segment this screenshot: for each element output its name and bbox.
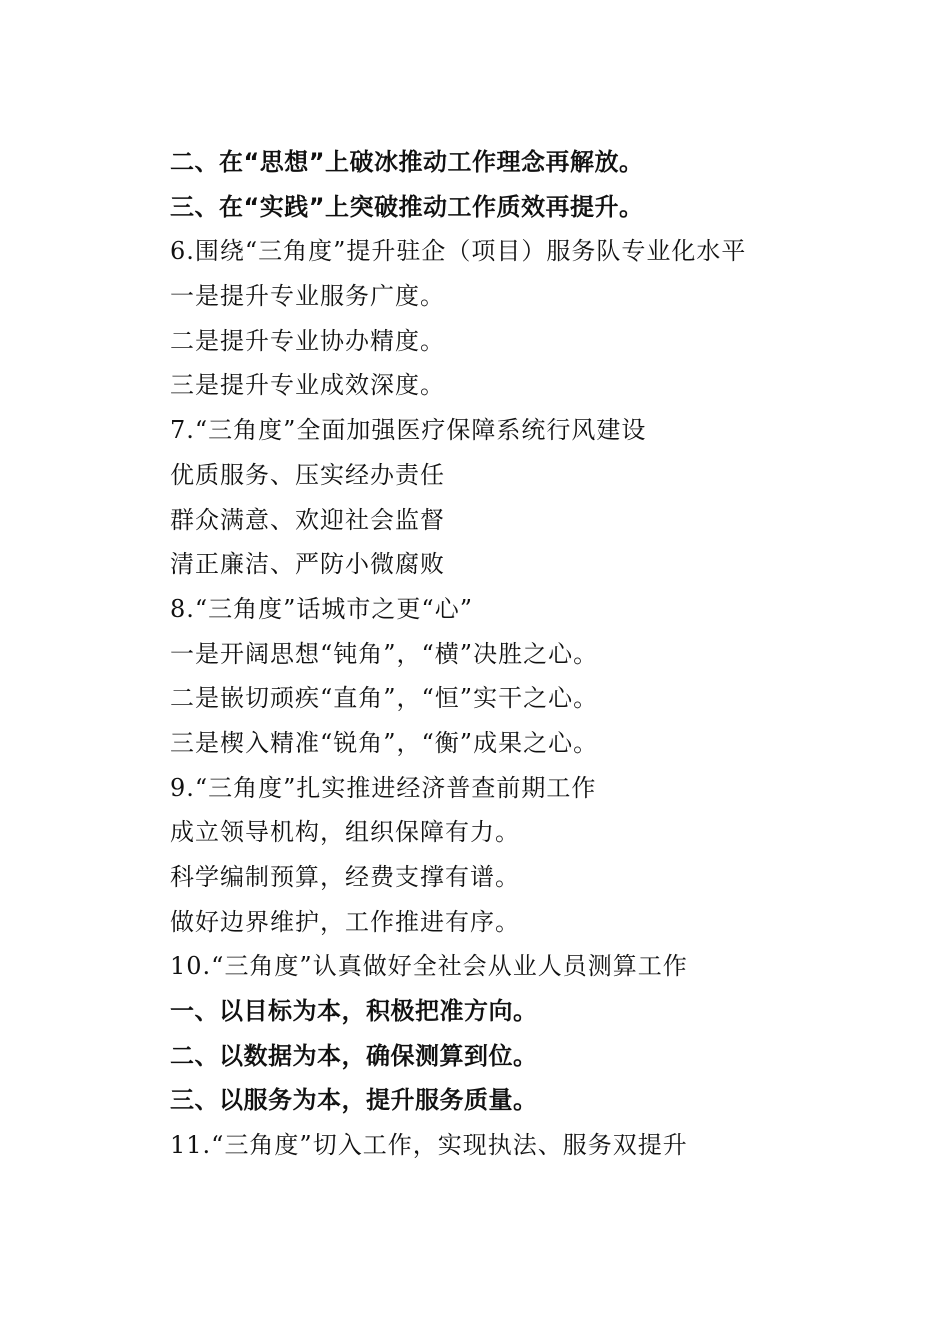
text-line: 清正廉洁、严防小微腐败: [170, 550, 445, 579]
text-line: 8.“三角度”话城市之更“心”: [170, 594, 473, 623]
text-line: 优质服务、压实经办责任: [170, 460, 445, 489]
text-line: 二是嵌切顽疾“直角”，“恒”实干之心。: [170, 684, 599, 713]
text-line: 科学编制预算，经费支撑有谱。: [170, 863, 520, 891]
text-line: 6.围绕“三角度”提升驻企（项目）服务队专业化水平: [170, 237, 747, 266]
heading-line: 二、以数据为本，确保测算到位。: [170, 1041, 538, 1070]
text-line: 做好边界维护，工作推进有序。: [170, 907, 520, 936]
text-line: 11.“三角度”切入工作，实现执法、服务双提升: [170, 1131, 688, 1160]
text-line: 二是提升专业协办精度。: [170, 326, 445, 355]
heading-line: 二、在“思想”上破冰推动工作理念再解放。: [170, 148, 644, 176]
text-line: 三是楔入精准“锐角”，“衡”成果之心。: [170, 728, 599, 757]
heading-line: 三、以服务为本，提升服务质量。: [170, 1086, 538, 1115]
text-line: 三是提升专业成效深度。: [170, 371, 445, 400]
text-line: 成立领导机构，组织保障有力。: [170, 818, 520, 847]
heading-line: 三、在“实践”上突破推动工作质效再提升。: [170, 192, 644, 221]
text-line: 一是开阔思想“钝角”，“横”决胜之心。: [170, 639, 599, 668]
text-line: 10.“三角度”认真做好全社会从业人员测算工作: [170, 952, 688, 981]
text-line: 一是提升专业服务广度。: [170, 282, 445, 311]
heading-line: 一、以目标为本，积极把准方向。: [170, 997, 538, 1026]
text-line: 群众满意、欢迎社会监督: [170, 505, 445, 534]
document-body: [170, 140, 870, 1168]
text-line: 9.“三角度”扎实推进经济普查前期工作: [170, 773, 597, 802]
text-line: 7.“三角度”全面加强医疗保障系统行风建设: [170, 416, 647, 445]
